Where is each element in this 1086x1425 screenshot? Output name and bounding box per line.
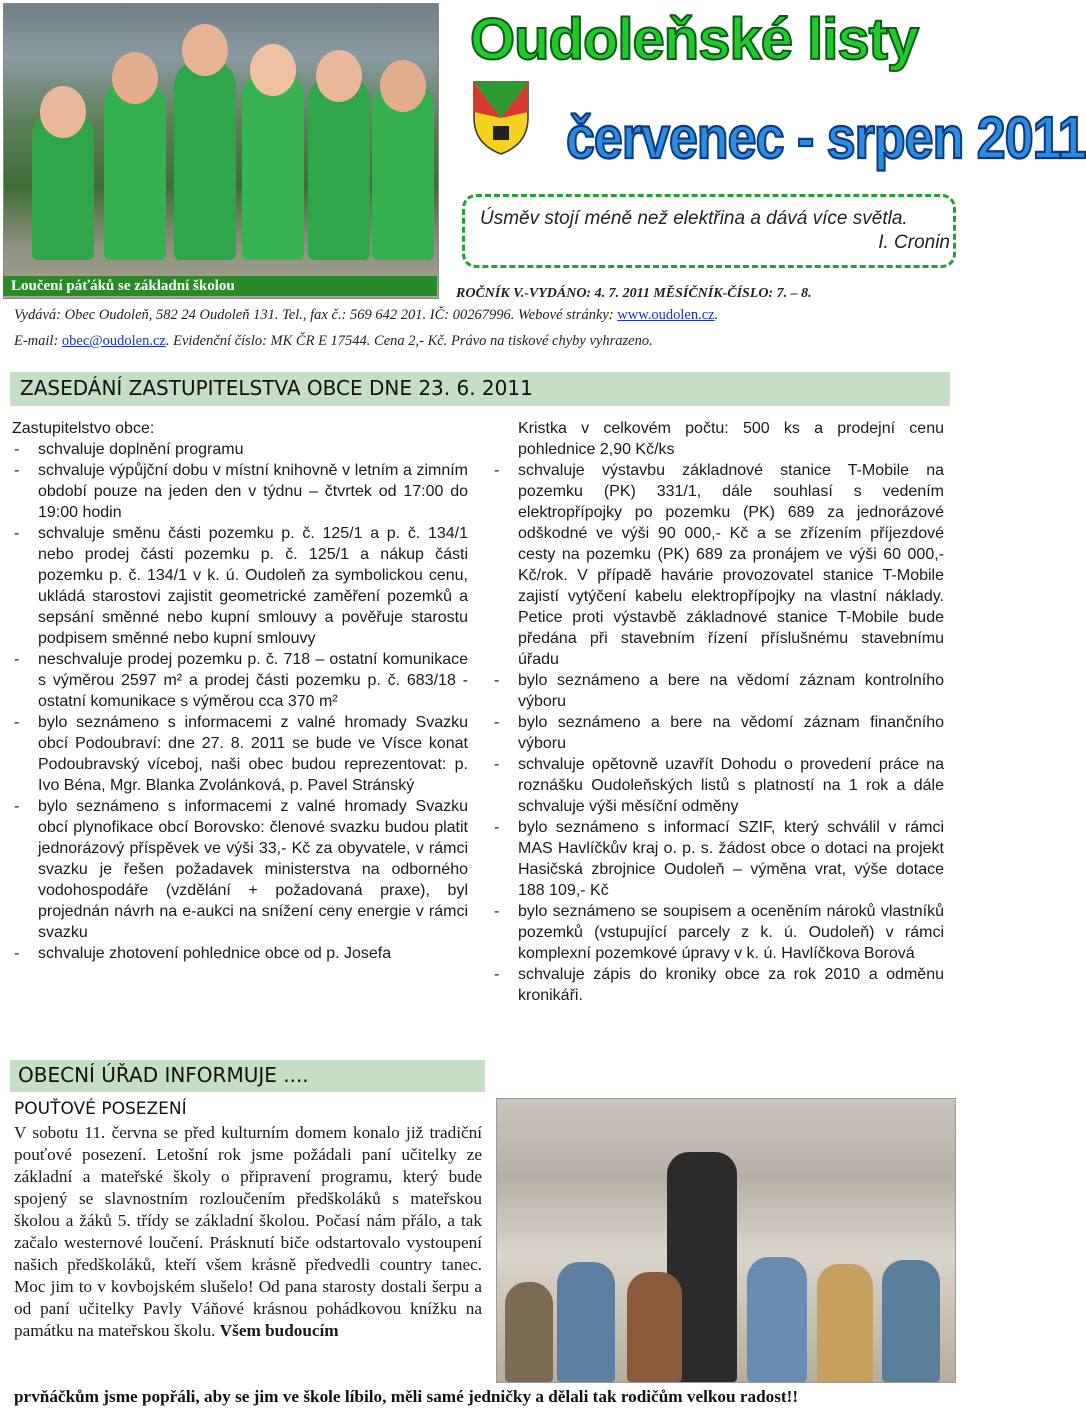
resolution-item: - schvaluje zápis do kroniky obce za rok 2010 a odměnu kronikáři. xyxy=(492,964,944,1006)
council-intro: Zastupitelstvo obce: xyxy=(12,420,155,437)
event-photo xyxy=(496,1098,956,1383)
website-link[interactable]: www.oudolen.cz xyxy=(617,307,715,323)
continuation-text: Kristka v celkovém počtu: 500 ks a prodejní cenu pohlednice 2,90 Kč/ks xyxy=(518,420,944,458)
section-title: ZASEDÁNÍ ZASTUPITELSTVA OBCE DNE 23. 6. 2011 xyxy=(20,376,533,400)
right-column xyxy=(492,418,944,1006)
newsletter-title: Oudoleňské listy xyxy=(470,7,919,72)
email-label: E-mail: xyxy=(14,333,59,349)
quote xyxy=(480,207,950,262)
quote-text: Úsměv stojí méně než elektřina a dává více světla. xyxy=(480,208,908,229)
email-link[interactable]: obec@oudolen.cz xyxy=(61,333,166,349)
article-bold-end: prvňáčkům jsme popřáli, aby se jim ve škole líbilo, měli samé jedničky a dělali tak rodičům velkou radost!! xyxy=(14,1387,799,1406)
resolution-item: - bylo seznámeno se soupisem a oceněním nároků vlastníků pozemků (vstupující parcely z k. ú. Oudoleň) v rámci komplexní pozemkové úpravy v k. ú. Havlíčkova Borová xyxy=(492,901,944,964)
resolution-item: - neschvaluje prodej pozemku p. č. 718 – ostatní komunikace s výměrou 2597 m² a prodej části pozemku p. č. 683/18 - ostatní komunikace s výměrou cca 370 m² xyxy=(12,649,468,712)
left-column xyxy=(12,418,468,964)
resolution-item: - schvaluje výstavbu základnové stanice T-Mobile na pozemku (PK) 331/1, dále souhlasí s vedením elektropřípojky po pozemku (PK) 689 za jednorázové odškodné ve výši 90 000,- Kč a se zřízením příjezdové cesty na pozemku (PK) 689 za pronájem ve výši 60 000,- Kč/rok. V případě havárie provozovatel stanice T-Mobile zajistí vytýčení kabelu elektropřípojky na vlastní náklady. Petice proti výstavbě základnové stanice T-Mobile bude předána při stavebním řízení příslušnému stavebnímu úřadu xyxy=(492,460,944,670)
publisher-info: Vydává: Obec Oudoleň, 582 24 Oudoleň 131. Tel., fax č.: 569 642 201. IČ: 00267996. Webové stránky: www.oudolen.cz. xyxy=(14,307,719,323)
resolution-item: - schvaluje opětovně uzavřít Dohodu o provedení práce na roznášku Oudoleňských listů s platností na 1 rok a dále schvaluje výši měsíční odměny xyxy=(492,754,944,817)
publisher-line: Vydává: Obec Oudoleň, 582 24 Oudoleň 131. Tel., fax č.: 569 642 201. IČ: 00267996. Webové stránky: xyxy=(14,307,614,323)
issue-line: ROČNÍK V.-VYDÁNO: 4. 7. 2011 MĚSÍČNÍK-ČÍSLO: 7. – 8. xyxy=(456,286,812,301)
photo-caption: Loučení páťáků se základní školou xyxy=(3,276,437,296)
quote-author: I. Cronin xyxy=(878,232,950,253)
article-body: V sobotu 11. června se před kulturním domem konalo již tradiční pouťové posezení. Letošní rok jsme požádali paní učitelky ze základní a mateřské školy o připravení programu, který bude spojený se slavnostním rozloučením předškoláků s mateřskou školou a žáků 5. třídy se základní školou. Počasí nám přálo, a tak začalo westernové loučení. Prásknutí biče odstartovalo vystoupení našich předškoláků, kteří všem krásně předvedli country tanec. Moc jim to v kovbojském slušelo! Od pana starosty dostali šerpu a od paní učitelky Pavly Váňové krásnou pohádkovou knížku na památku na mateřskou školu. xyxy=(14,1123,482,1340)
contact-info: E-mail: obec@oudolen.cz. Evidenční číslo: MK ČR E 17544. Cena 2,- Kč. Právo na tiskové chyby vyhrazeno. xyxy=(14,333,653,349)
resolution-item: - bylo seznámeno s informacemi z valné hromady Svazku obcí plynofikace obcí Borovsko: členové svazku budou platit jednorázový příspěvek ve výši 33,- Kč za obyvatele, v rámci svazku je řešen požadavek ministerstva na odborného vodohospodáře (vzdělání + požadovaná praxe), byl projednán návrh na e-aukci na snížení ceny energie v rámci svazku xyxy=(12,796,468,943)
article-title: POUŤOVÉ POSEZENÍ xyxy=(14,1099,187,1119)
top-photo xyxy=(3,3,439,299)
issue-date-title: červenec - srpen 2011 xyxy=(566,105,1086,172)
registry-line: Evidenční číslo: MK ČR E 17544. Cena 2,- Kč. Právo na tiskové chyby vyhrazeno. xyxy=(173,333,653,349)
resolution-item: - schvaluje směnu části pozemku p. č. 125/1 a p. č. 134/1 nebo prodej části pozemku p. č. 125/1 a nákup části pozemku p. č. 134/1 v k. ú. Oudoleň za symbolickou cenu, ukládá starostovi zajistit geometrické zaměření pozemků a sepsání směnné nebo kupní smlouvy a pověřuje starostu podpisem směnné nebo kupní smlouvy xyxy=(12,523,468,649)
resolution-item: - bylo seznámeno s informací SZIF, který schválil v rámci MAS Havlíčkův kraj o. p. s. žádost obce o dotaci na projekt Hasičská zbrojnice Oudoleň – výměna vrat, výše dotace 188 109,- Kč xyxy=(492,817,944,901)
resolution-item: - bylo seznámeno a bere na vědomí záznam kontrolního výboru xyxy=(492,670,944,712)
resolution-item: - bylo seznámeno a bere na vědomí záznam finančního výboru xyxy=(492,712,944,754)
resolution-item: - bylo seznámeno s informacemi z valné hromady Svazku obcí Podoubraví: dne 27. 8. 2011 se bude ve Vísce konat Podoubravský víceboj, naši obec budou reprezentovat: p. Ivo Béna, Mgr. Blanka Zvolánková, p. Pavel Stránský xyxy=(12,712,468,796)
coat-of-arms-icon xyxy=(470,78,532,156)
resolution-item: - schvaluje výpůjční dobu v místní knihovně v letním a zimním období pouze na jeden den v týdnu – čtvrtek od 17:00 do 19:00 hodin xyxy=(12,460,468,523)
article-text xyxy=(14,1122,482,1342)
resolution-item: - schvaluje zhotovení pohlednice obce od p. Josefa xyxy=(12,943,468,964)
resolution-item: - schvaluje doplnění programu xyxy=(12,439,468,460)
article-bold-start: Všem budoucím xyxy=(219,1321,339,1340)
section-title: OBECNÍ ÚŘAD INFORMUJE .... xyxy=(18,1063,309,1087)
